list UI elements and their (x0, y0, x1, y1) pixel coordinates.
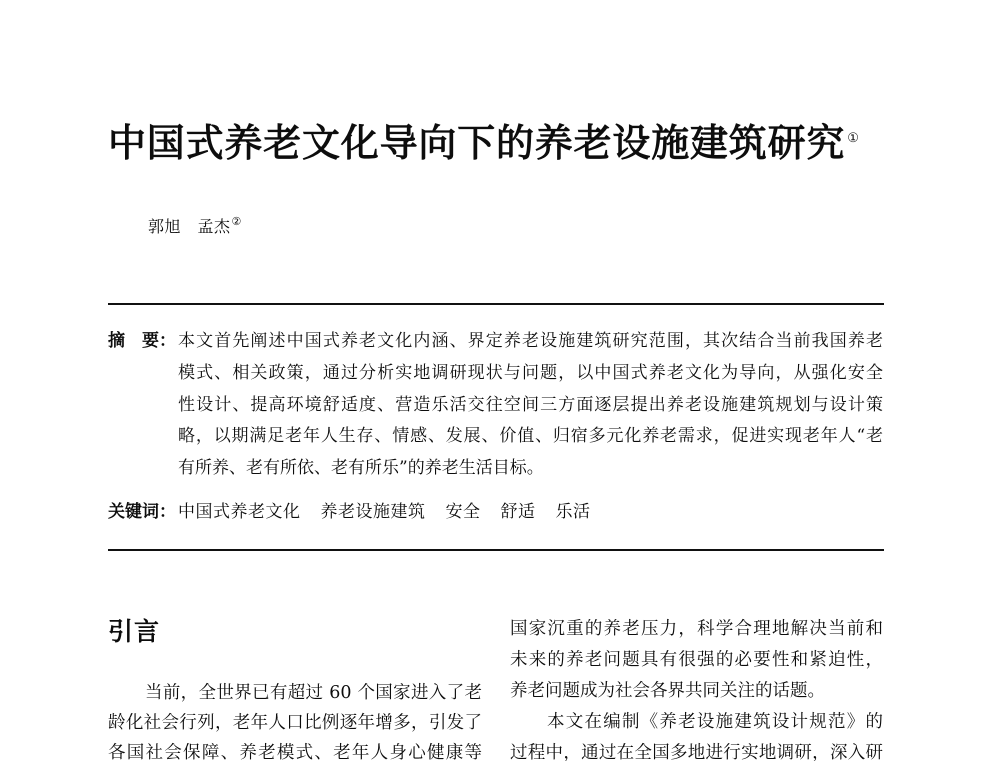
body-line: 养老问题成为社会各界共同关注的话题。 (510, 681, 825, 701)
author-footnote-mark: ② (231, 215, 242, 228)
abstract-line: 本文首先阐述中国式养老文化内涵、界定养老设施建筑研究范围，其次结合当前我国养老 (178, 331, 883, 351)
title-footnote-mark: ① (847, 131, 859, 146)
paper-title (108, 114, 859, 168)
body-left-column (108, 678, 482, 761)
bottom-rule (108, 549, 884, 551)
abstract-text (178, 326, 883, 485)
keyword-item: 乐活 (555, 502, 591, 522)
abstract-line: 有所养、老有所依、老有所乐”的养老生活目标。 (178, 458, 544, 478)
keyword-item: 舒适 (500, 502, 536, 522)
author-line (148, 211, 241, 238)
body-line: 过程中，通过在全国多地进行实地调研，深入研 (510, 743, 883, 761)
body-line: 当前，全世界已有超过 60 个国家进入了老 (145, 683, 482, 703)
abstract-line: 略，以期满足老年人生存、情感、发展、价值、归宿多元化养老需求，促进实现老年人“老 (178, 426, 883, 447)
keywords-label: 关键词： (108, 502, 176, 522)
body-line: 本文在编制《养老设施建筑设计规范》的 (547, 712, 883, 732)
keyword-item: 安全 (445, 502, 481, 522)
author-names: 郭旭 孟杰 (148, 217, 231, 236)
body-line: 龄化社会行列，老年人口比例逐年增多，引发了 (108, 713, 482, 733)
section-heading: 引言 (108, 617, 161, 646)
top-rule (108, 303, 884, 305)
body-line: 国家沉重的养老压力，科学合理地解决当前和 (510, 619, 883, 639)
body-line: 未来的养老问题具有很强的必要性和紧迫性， (510, 650, 883, 670)
body-right-column (510, 614, 883, 761)
paper-title-text: 中国式养老文化导向下的养老设施建筑研究 (108, 120, 846, 165)
keyword-item: 中国式养老文化 (178, 502, 301, 522)
abstract-line: 模式、相关政策，通过分析实地调研现状与问题，以中国式养老文化为导向，从强化安全 (178, 362, 883, 383)
abstract-line: 性设计、提高环境舒适度、营造乐活交往空间三方面逐层提出养老设施建筑规划与设计策 (178, 394, 883, 415)
abstract-label: 摘 要： (108, 331, 176, 351)
body-line: 各国社会保障、养老模式、老年人身心健康等 (108, 743, 482, 761)
keywords-list (178, 497, 611, 527)
keyword-item: 养老设施建筑 (320, 502, 426, 522)
